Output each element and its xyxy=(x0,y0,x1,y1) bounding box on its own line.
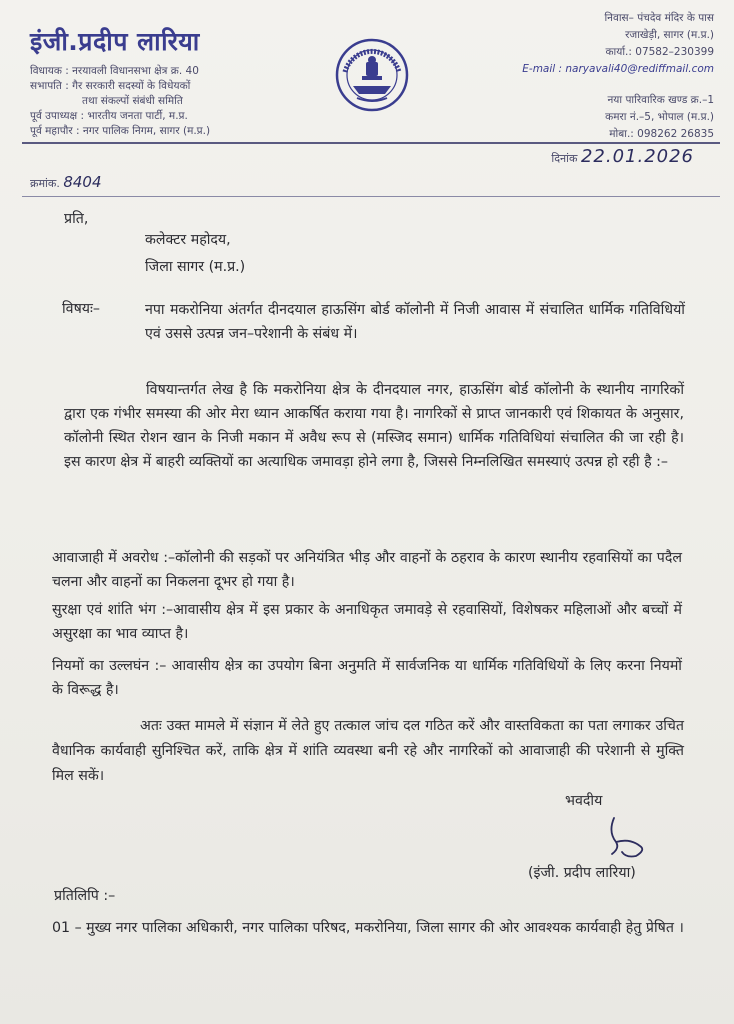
signature-icon xyxy=(596,812,656,860)
issue-point: सुरक्षा एवं शांति भंग :–आवासीय क्षेत्र में इस प्रकार के अनाधिकृत जमावड़े से रहवासियों, विशेषकर महिलाओं और बच्चों में असुरक्षा का भाव व्याप्त है। xyxy=(52,602,682,642)
date-value: 22.01.2026 xyxy=(580,146,694,167)
ref-number-field: क्रमांक. 8404 xyxy=(30,173,102,191)
addressee-line: कलेक्टर महोदय, xyxy=(145,232,231,248)
letterhead-line: तथा संकल्पों संबंधी समिति xyxy=(82,95,183,107)
issue-point: नियमों का उल्लघंन :– आवासीय क्षेत्र का उपयोग बिना अनुमति में सार्वजनिक या धार्मिक गतिविधियों के लिए करना नियमों के विरूद्ध है। xyxy=(52,658,682,698)
letterhead-line: पूर्व महापौर : नगर पालिक निगम, सागर (म.प्र.) xyxy=(30,125,211,137)
copy-label: प्रतिलिपि :– xyxy=(54,888,116,904)
body-paragraph: विषयान्तर्गत लेख है कि मकरोनिया क्षेत्र के दीनदयाल नगर, हाऊसिंग बोर्ड कॉलोनी के स्थानीय नागरिकों द्वारा एक गंभीर समस्या की ओर मेरा ध्यान आकर्षित कराया गया है। नागरिकों से प्राप्त जानकारी एवं शिकायत के अनुसार, कॉलोनी स्थित रोशन खान के निजी मकान में अवैध रूप से (मस्जिद समान) धार्मिक गतिविधियां संचालित की जा रही है। इस कारण क्षेत्र में बाहरी व्यक्तियों का अत्याधिक जमावड़ा होने लगा है, जिससे निम्नलिखित समस्याएं उत्पन्न हो रही है :– xyxy=(64,382,684,470)
issue-point: आवाजाही में अवरोध :–कॉलोनी की सड़कों पर अनियंत्रित भीड़ और वाहनों के ठहराव के कारण स्थानीय रहवासियों का पदैल चलना और वाहनों का निकलना दूभर हो गया है। xyxy=(52,550,682,590)
mobile-number: मोबा.: 098262 26835 xyxy=(609,128,714,140)
assembly-emblem-icon xyxy=(335,38,409,112)
office-phone: कार्या.: 07582–230399 xyxy=(605,46,714,58)
address-line: निवास– पंचदेव मंदिर के पास xyxy=(604,12,714,24)
letterhead-left xyxy=(30,24,330,139)
subject-label: विषयः– xyxy=(62,301,100,317)
request-paragraph: अतः उक्त मामले में संज्ञान में लेते हुए तत्काल जांच दल गठित करें और वास्तविकता का पता लगाकर उचित वैधानिक कार्यवाही सुनिश्चित करें, ताकि क्षेत्र में शांति व्यवस्था बनी रहे और नागरिकों को आवाजाही की परेशानी से मुक्ति मिल सकें। xyxy=(52,718,684,784)
header-divider xyxy=(22,142,720,144)
letterhead-line: पूर्व उपाध्यक्ष : भारतीय जनता पार्टी, म.प्र. xyxy=(30,110,188,122)
closing-text: भवदीय xyxy=(565,793,603,809)
address-line: कमरा नं.–5, भोपाल (म.प्र.) xyxy=(605,111,714,123)
subject-text: नपा मकरोनिया अंतर्गत दीनदयाल हाऊसिंग बोर्ड कॉलोनी में निजी आवास में संचालित धार्मिक गतिविधियों एवं उससे उत्पन्न जन–परेशानी के संबंध में। xyxy=(145,302,685,342)
addressee-line: जिला सागर (म.प्र.) xyxy=(145,259,246,275)
ref-divider xyxy=(22,196,720,197)
address-line: नया पारिवारिक खण्ड क्र.–1 xyxy=(607,94,714,106)
letterhead-name: इंजी.प्रदीप लारिया xyxy=(30,27,200,56)
email-text: E-mail : naryavali40@rediffmail.com xyxy=(522,63,714,75)
ref-number: 8404 xyxy=(63,173,102,191)
letterhead-line: सभापति : गैर सरकारी सदस्यों के विधेयकों xyxy=(30,80,191,92)
ref-label: क्रमांक xyxy=(30,177,57,190)
to-label: प्रति, xyxy=(64,211,89,227)
address-line: रजाखेड़ी, सागर (म.प्र.) xyxy=(625,29,714,41)
letterhead-line: विधायक : नरयावली विधानसभा क्षेत्र क्र. 40 xyxy=(30,65,199,77)
letterhead-right xyxy=(484,10,714,143)
signatory-name: (इंजी. प्रदीप लारिया) xyxy=(528,865,636,881)
date-label: दिनांक xyxy=(551,152,578,165)
date-field xyxy=(551,146,694,167)
copy-recipient: 01 – मुख्य नगर पालिका अधिकारी, नगर पालिका परिषद, मकरोनिया, जिला सागर की ओर आवश्यक कार्यवाही हेतु प्रेषित । xyxy=(52,920,684,936)
